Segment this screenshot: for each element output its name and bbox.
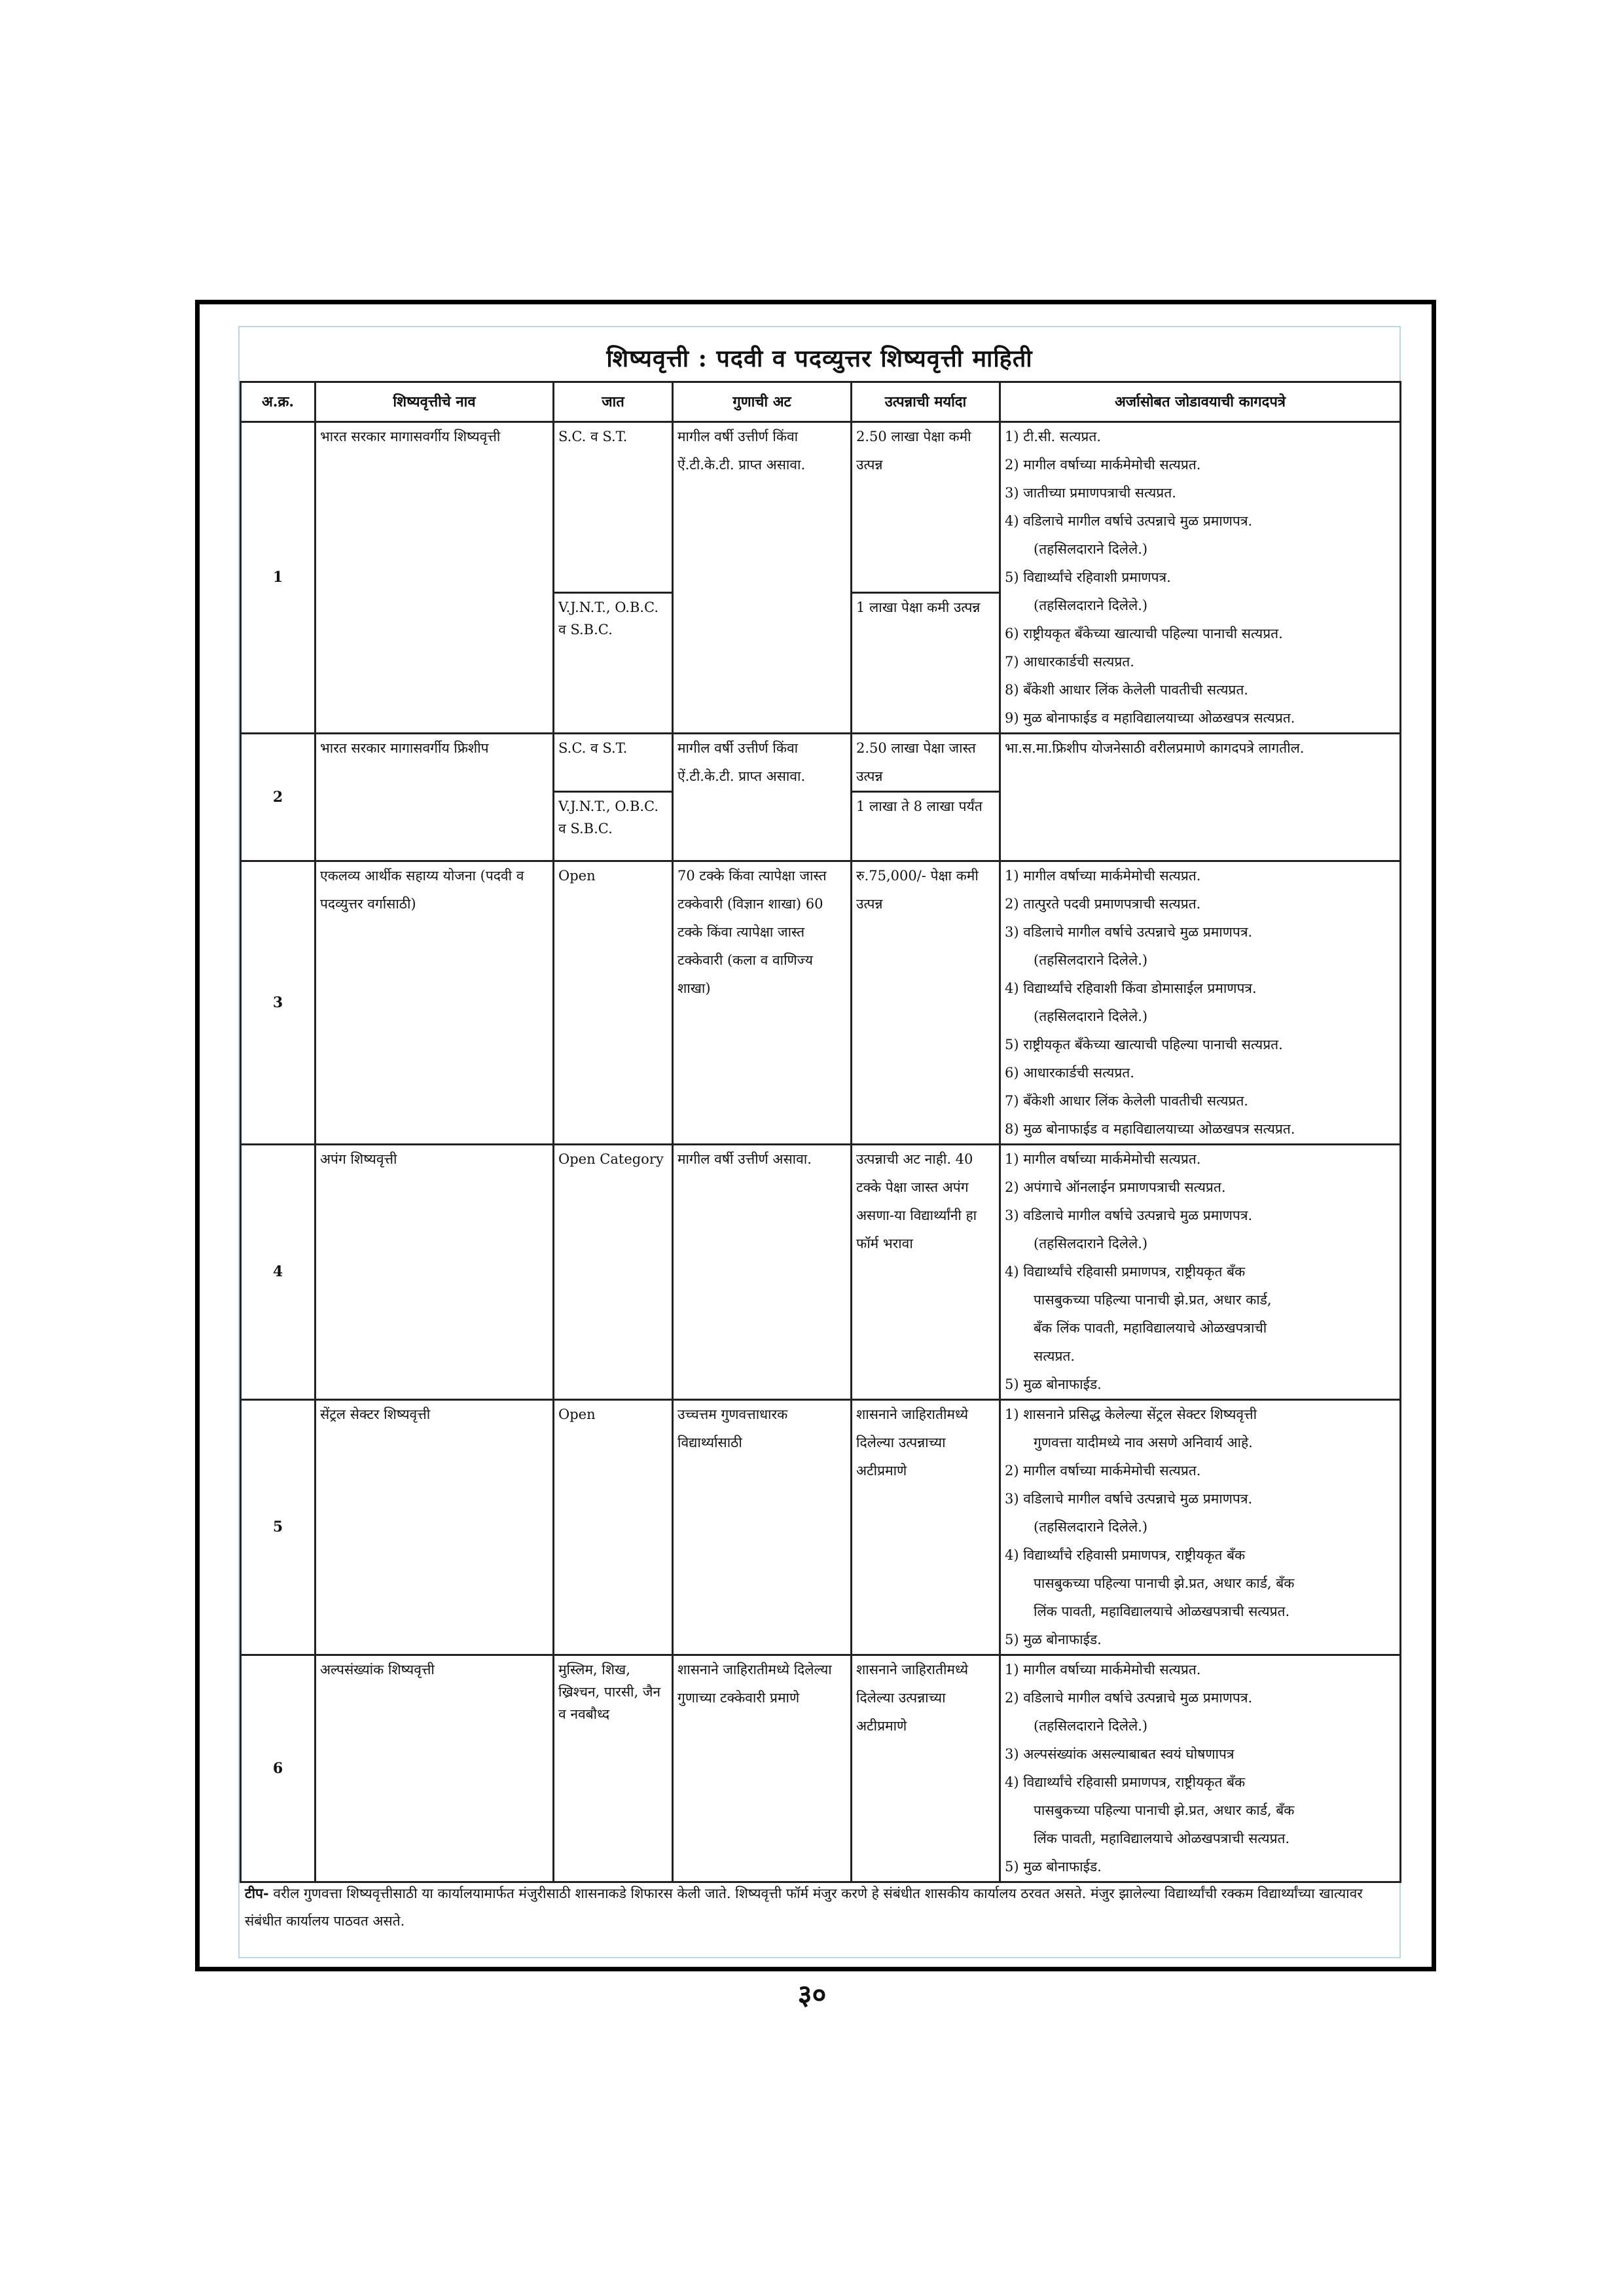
document-item: 5) मुळ बोनाफाईड.	[1005, 1632, 1102, 1647]
document-item: 3) अल्पसंख्यांक असल्याबाबत स्वयं घोषणापत्र	[1005, 1746, 1235, 1762]
footnote	[245, 1880, 1392, 1935]
document-item: बँक लिंक पावती, महाविद्यालयाचे ओळखपत्राची	[1034, 1320, 1267, 1336]
caste-cell: S.C. व S.T.	[554, 734, 673, 792]
caste-cell: V.J.N.T., O.B.C. व S.B.C.	[554, 792, 673, 861]
table-row	[241, 1655, 1401, 1882]
document-item: 4) वडिलाचे मागील वर्षाचे उत्पन्नाचे मुळ प्रमाणपत्र.	[1005, 513, 1253, 529]
document-item: (तहसिलदाराने दिलेले.)	[1034, 1009, 1148, 1024]
caste-cell: मुस्लिम, शिख, ख्रिश्चन, पारसी, जैन व नवबौध्द	[554, 1655, 673, 1882]
sr-no: 5	[241, 1400, 316, 1655]
document-item: 4) विद्यार्थ्यांचे रहिवासी प्रमाणपत्र, राष्ट्रीयकृत बँक	[1005, 1774, 1246, 1790]
document-item: पासबुकच्या पहिल्या पानाची झे.प्रत, अधार कार्ड,	[1034, 1292, 1272, 1308]
income-cell: शासनाने जाहिरातीमध्ये दिलेल्या उत्पन्नाच्या अटीप्रमाणे	[852, 1655, 1000, 1882]
merit-cell: मागील वर्षी उत्तीर्ण किंवा ऐं.टी.के.टी. प्राप्त असावा.	[673, 734, 852, 861]
document-item: 2) तात्पुरते पदवी प्रमाणपत्राची सत्यप्रत.	[1005, 896, 1201, 912]
document-item: 5) राष्ट्रीयकृत बँकेच्या खात्याची पहिल्या पानाची सत्यप्रत.	[1005, 1037, 1283, 1052]
scholarship-table	[240, 381, 1401, 1883]
income-cell: 2.50 लाखा पेक्षा जास्त उत्पन्न	[852, 734, 1000, 792]
document-item: (तहसिलदाराने दिलेले.)	[1034, 952, 1148, 968]
caste-cell: Open	[554, 861, 673, 1145]
document-item: 3) जातीच्या प्रमाणपत्राची सत्यप्रत.	[1005, 485, 1176, 501]
table-row	[241, 1400, 1401, 1655]
document-item: 8) मुळ बोनाफाईड व महाविद्यालयाच्या ओळखपत्र सत्यप्रत.	[1005, 1121, 1295, 1137]
document-item: (तहसिलदाराने दिलेले.)	[1034, 598, 1148, 613]
documents-cell	[1000, 861, 1401, 1145]
document-item: 1) मागील वर्षाच्या मार्कमेमोची सत्यप्रत.	[1005, 1151, 1201, 1167]
page-number: ३०	[797, 1979, 827, 2011]
header-documents: अर्जासोबत जोडावयाची कागदपत्रे	[1000, 382, 1401, 422]
document-item: पासबुकच्या पहिल्या पानाची झे.प्रत, अधार कार्ड, बँक	[1034, 1575, 1295, 1591]
merit-cell: उच्चत्तम गुणवत्ताधारक विद्यार्थ्यासाठी	[673, 1400, 852, 1655]
scholarship-name: भारत सरकार मागासवर्गीय फ्रिशीप	[316, 734, 554, 861]
header-income: उत्पन्नाची मर्यादा	[852, 382, 1000, 422]
header-scholarship-name: शिष्यवृत्तीचे नाव	[316, 382, 554, 422]
table-row	[241, 422, 1401, 593]
footnote-label: टीप-	[245, 1885, 269, 1901]
documents-cell	[1000, 1400, 1401, 1655]
document-item: 2) अपंगाचे ऑनलाईन प्रमाणपत्राची सत्यप्रत.	[1005, 1179, 1226, 1195]
document-item: सत्यप्रत.	[1034, 1348, 1075, 1364]
document-item: भा.स.मा.फ्रिशीप योजनेसाठी वरीलप्रमाणे कागदपत्रे लागतील.	[1005, 740, 1305, 756]
document-item: 4) विद्यार्थ्यांचे रहिवासी प्रमाणपत्र, राष्ट्रीयकृत बँक	[1005, 1264, 1246, 1280]
income-cell: शासनाने जाहिरातीमध्ये दिलेल्या उत्पन्नाच्या अटीप्रमाणे	[852, 1400, 1000, 1655]
document-item: लिंक पावती, महाविद्यालयाचे ओळखपत्राची सत्यप्रत.	[1034, 1831, 1290, 1846]
merit-cell: शासनाने जाहिरातीमध्ये दिलेल्या गुणाच्या टक्केवारी प्रमाणे	[673, 1655, 852, 1882]
table-header-row	[241, 382, 1401, 422]
table-row	[241, 734, 1401, 792]
document-item: 6) राष्ट्रीयकृत बँकेच्या खात्याची पहिल्या पानाची सत्यप्रत.	[1005, 626, 1283, 641]
income-cell: रु.75,000/- पेक्षा कमी उत्पन्न	[852, 861, 1000, 1145]
document-item: (तहसिलदाराने दिलेले.)	[1034, 1718, 1148, 1734]
document-item: (तहसिलदाराने दिलेले.)	[1034, 1519, 1148, 1535]
sr-no: 6	[241, 1655, 316, 1882]
merit-cell: मागील वर्षी उत्तीर्ण असावा.	[673, 1145, 852, 1400]
document-item: 7) आधारकार्डची सत्यप्रत.	[1005, 654, 1134, 670]
document-item: 1) मागील वर्षाच्या मार्कमेमोची सत्यप्रत.	[1005, 1662, 1201, 1677]
document-item: 4) विद्यार्थ्यांचे रहिवासी प्रमाणपत्र, राष्ट्रीयकृत बँक	[1005, 1547, 1246, 1563]
document-item: 1) टी.सी. सत्यप्रत.	[1005, 429, 1101, 444]
table-row	[241, 1145, 1401, 1400]
caste-cell: V.J.N.T., O.B.C. व S.B.C.	[554, 592, 673, 733]
document-item: 2) मागील वर्षाच्या मार्कमेमोची सत्यप्रत.	[1005, 1463, 1201, 1479]
document-item: गुणवत्ता यादीमध्ये नाव असणे अनिवार्य आहे.	[1034, 1435, 1253, 1450]
document-item: 9) मुळ बोनाफाईड व महाविद्यालयाच्या ओळखपत्र सत्यप्रत.	[1005, 710, 1295, 726]
sr-no: 1	[241, 422, 316, 734]
document-item: 2) मागील वर्षाच्या मार्कमेमोची सत्यप्रत.	[1005, 457, 1201, 473]
sr-no: 2	[241, 734, 316, 861]
income-cell: 1 लाखा ते 8 लाखा पर्यंत	[852, 792, 1000, 861]
documents-cell	[1000, 1145, 1401, 1400]
document-item: 3) वडिलाचे मागील वर्षाचे उत्पन्नाचे मुळ प्रमाणपत्र.	[1005, 1208, 1253, 1223]
scholarship-name: अपंग शिष्यवृत्ती	[316, 1145, 554, 1400]
sr-no: 4	[241, 1145, 316, 1400]
header-sr-no: अ.क्र.	[241, 382, 316, 422]
document-item: लिंक पावती, महाविद्यालयाचे ओळखपत्राची सत्यप्रत.	[1034, 1604, 1290, 1619]
income-cell: 1 लाखा पेक्षा कमी उत्पन्न	[852, 592, 1000, 733]
document-item: 3) वडिलाचे मागील वर्षाचे उत्पन्नाचे मुळ प्रमाणपत्र.	[1005, 1491, 1253, 1507]
income-cell: उत्पन्नाची अट नाही. 40 टक्के पेक्षा जास्त अपंग असणा-या विद्यार्थ्यांनी हा फॉर्म भरावा	[852, 1145, 1000, 1400]
documents-cell	[1000, 734, 1401, 861]
document-item: 2) वडिलाचे मागील वर्षाचे उत्पन्नाचे मुळ प्रमाणपत्र.	[1005, 1690, 1253, 1706]
document-item: 4) विद्यार्थ्यांचे रहिवाशी किंवा डोमासाईल प्रमाणपत्र.	[1005, 980, 1257, 996]
header-caste: जात	[554, 382, 673, 422]
scholarship-name: एकलव्य आर्थीक सहाय्य योजना (पदवी व पदव्युत्तर वर्गासाठी)	[316, 861, 554, 1145]
document-item: 1) मागील वर्षाच्या मार्कमेमोची सत्यप्रत.	[1005, 868, 1201, 884]
sr-no: 3	[241, 861, 316, 1145]
document-item: 6) आधारकार्डची सत्यप्रत.	[1005, 1065, 1134, 1081]
header-merit: गुणाची अट	[673, 382, 852, 422]
page-title: शिष्यवृत्ती : पदवी व पदव्युत्तर शिष्यवृत्ती माहिती	[606, 345, 1033, 372]
caste-cell: Open	[554, 1400, 673, 1655]
documents-cell	[1000, 422, 1401, 734]
document-item: 1) शासनाने प्रसिद्ध केलेल्या सेंट्रल सेक्टर शिष्यवृत्ती	[1005, 1407, 1257, 1422]
scholarship-name: भारत सरकार मागासवर्गीय शिष्यवृत्ती	[316, 422, 554, 734]
document-item: 5) मुळ बोनाफाईड.	[1005, 1376, 1102, 1392]
document-item: पासबुकच्या पहिल्या पानाची झे.प्रत, अधार कार्ड, बँक	[1034, 1803, 1295, 1818]
footnote-text: वरील गुणवत्ता शिष्यवृत्तीसाठी या कार्यालयामार्फत मंजुरीसाठी शासनाकडे शिफारस केली जाते. शिष्यवृत्ती फॉर्म मंजुर करणे हे संबंधीत शासकीय कार्यालय ठरवत असते. मंजुर झालेल्या विद्यार्थ्यांची रक्कम विद्यार्थ्यांच्या खात्यावर संबंधीत कार्यालय पाठवत असते.	[245, 1886, 1363, 1929]
documents-cell	[1000, 1655, 1401, 1882]
document-item: 5) विद्यार्थ्यांचे रहिवाशी प्रमाणपत्र.	[1005, 569, 1171, 585]
document-item: 3) वडिलाचे मागील वर्षाचे उत्पन्नाचे मुळ प्रमाणपत्र.	[1005, 924, 1253, 940]
table-row	[241, 861, 1401, 1145]
merit-cell: मागील वर्षी उत्तीर्ण किंवा ऐं.टी.के.टी. प्राप्त असावा.	[673, 422, 852, 734]
document-item: 8) बँकेशी आधार लिंक केलेली पावतीची सत्यप्रत.	[1005, 682, 1248, 698]
caste-cell: Open Category	[554, 1145, 673, 1400]
document-item: 5) मुळ बोनाफाईड.	[1005, 1859, 1102, 1874]
merit-cell: 70 टक्के किंवा त्यापेक्षा जास्त टक्केवारी (विज्ञान शाखा) 60 टक्के किंवा त्यापेक्षा जास्त टक्केवारी (कला व वाणिज्य शाखा)	[673, 861, 852, 1145]
scholarship-name: सेंट्रल सेक्टर शिष्यवृत्ती	[316, 1400, 554, 1655]
document-item: (तहसिलदाराने दिलेले.)	[1034, 1236, 1148, 1251]
caste-cell: S.C. व S.T.	[554, 422, 673, 593]
income-cell: 2.50 लाखा पेक्षा कमी उत्पन्न	[852, 422, 1000, 593]
scholarship-name: अल्पसंख्यांक शिष्यवृत्ती	[316, 1655, 554, 1882]
document-item: (तहसिलदाराने दिलेले.)	[1034, 541, 1148, 557]
document-item: 7) बँकेशी आधार लिंक केलेली पावतीची सत्यप्रत.	[1005, 1093, 1248, 1109]
